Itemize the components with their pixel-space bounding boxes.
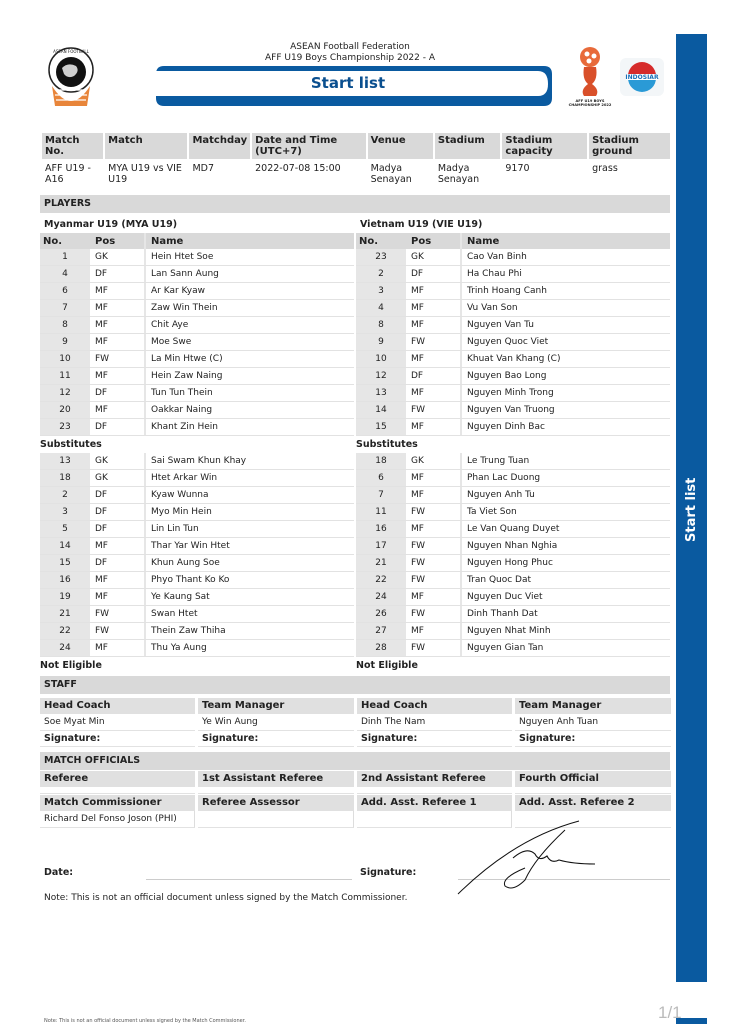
player-position: DF xyxy=(408,266,462,282)
player-position: DF xyxy=(92,419,146,435)
players-section-header: PLAYERS xyxy=(40,195,670,213)
player-name: Ta Viet Son xyxy=(467,507,517,517)
referee-assessor xyxy=(198,811,354,828)
player-position: MF xyxy=(408,623,462,639)
player-number: 23 xyxy=(40,419,90,435)
side-title: Start list xyxy=(684,477,699,543)
player-row xyxy=(40,385,354,402)
player-number: 16 xyxy=(40,572,90,588)
match-commissioner-label: Match Commissioner xyxy=(40,795,195,811)
player-row xyxy=(356,266,670,283)
header-stadium-ground: Stadium ground xyxy=(589,133,670,159)
player-number: 14 xyxy=(356,402,406,418)
staff-table xyxy=(40,698,670,747)
page-title: Start list xyxy=(310,74,386,92)
column-no: No. xyxy=(43,235,63,247)
player-number: 23 xyxy=(356,249,406,265)
player-row xyxy=(356,640,670,657)
player-list-header xyxy=(40,233,354,249)
player-name: Nguyen Nhat Minh xyxy=(467,626,551,636)
player-row xyxy=(40,606,354,623)
svg-text:ASEAN FOOTBALL: ASEAN FOOTBALL xyxy=(53,49,89,54)
player-row xyxy=(356,453,670,470)
player-number: 21 xyxy=(40,606,90,622)
player-number: 26 xyxy=(356,606,406,622)
player-position: DF xyxy=(408,368,462,384)
player-number: 2 xyxy=(356,266,406,282)
player-row xyxy=(356,538,670,555)
player-position: MF xyxy=(408,385,462,401)
player-name: Nguyen Minh Trong xyxy=(467,388,554,398)
player-number: 13 xyxy=(40,453,90,469)
away-head-coach-label: Head Coach xyxy=(357,698,512,714)
player-position: GK xyxy=(92,249,146,265)
player-number: 11 xyxy=(40,368,90,384)
player-number: 24 xyxy=(356,589,406,605)
home-team-manager: Ye Win Aung xyxy=(198,714,354,731)
player-position: DF xyxy=(92,385,146,401)
player-name: Khant Zin Hein xyxy=(151,422,218,432)
player-number: 2 xyxy=(40,487,90,503)
player-row xyxy=(356,249,670,266)
page-number: 1/1 xyxy=(658,1003,682,1022)
home-player-list xyxy=(40,233,354,674)
match-no: AFF U19 - A16 xyxy=(45,163,91,185)
faded-next-page-note: Note: This is not an official document unless signed by the Match Commissioner. xyxy=(44,1018,246,1024)
handwritten-signature xyxy=(455,818,605,898)
player-row xyxy=(40,623,354,640)
player-name: Nguyen Duc Viet xyxy=(467,592,543,602)
player-position: MF xyxy=(408,521,462,537)
u19-championship-logo-icon xyxy=(566,44,614,110)
column-pos: Pos xyxy=(92,233,146,249)
player-row xyxy=(356,402,670,419)
player-position: FW xyxy=(408,334,462,350)
player-row xyxy=(40,249,354,266)
player-number: 1 xyxy=(40,249,90,265)
player-row xyxy=(356,521,670,538)
player-position: FW xyxy=(408,504,462,520)
player-number: 15 xyxy=(356,419,406,435)
player-row xyxy=(40,334,354,351)
player-row xyxy=(356,504,670,521)
player-name: Thar Yar Win Htet xyxy=(151,541,230,551)
substitutes-label: Substitutes xyxy=(356,439,418,450)
away-team-name: Vietnam U19 (VIE U19) xyxy=(360,219,483,230)
player-row xyxy=(356,572,670,589)
player-row xyxy=(40,351,354,368)
player-row xyxy=(40,538,354,555)
home-team-manager-signature: Signature: xyxy=(198,731,354,747)
player-row xyxy=(356,470,670,487)
player-position: DF xyxy=(92,487,146,503)
player-name: Le Trung Tuan xyxy=(467,456,530,466)
match-teams: MYA U19 vs VIE U19 xyxy=(108,163,182,185)
not-eligible-label: Not Eligible xyxy=(356,660,418,671)
player-row xyxy=(40,555,354,572)
date-line xyxy=(146,879,352,880)
player-position: MF xyxy=(408,317,462,333)
player-number: 22 xyxy=(356,572,406,588)
home-head-coach-label: Head Coach xyxy=(40,698,195,714)
player-name: Ye Kaung Sat xyxy=(151,592,210,602)
player-name: Khuat Van Khang (C) xyxy=(467,354,561,364)
player-name: La Min Htwe (C) xyxy=(151,354,223,364)
player-name: Kyaw Wunna xyxy=(151,490,209,500)
player-position: DF xyxy=(92,521,146,537)
player-row xyxy=(356,589,670,606)
referee-value xyxy=(40,787,195,794)
player-number: 4 xyxy=(40,266,90,282)
second-assistant-referee-value xyxy=(357,787,512,794)
staff-section-header: STAFF xyxy=(40,676,670,694)
away-team-manager: Nguyen Anh Tuan xyxy=(515,714,671,731)
player-number: 18 xyxy=(356,453,406,469)
player-position: DF xyxy=(92,266,146,282)
aff-logo-icon xyxy=(42,44,100,112)
player-number: 22 xyxy=(40,623,90,639)
away-team-manager-label: Team Manager xyxy=(515,698,671,714)
player-name: Htet Arkar Win xyxy=(151,473,218,483)
player-number: 15 xyxy=(40,555,90,571)
player-name: Myo Min Hein xyxy=(151,507,212,517)
player-name: Nguyen Van Truong xyxy=(467,405,555,415)
player-position: FW xyxy=(92,606,146,622)
player-number: 3 xyxy=(356,283,406,299)
player-name: Nguyen Bao Long xyxy=(467,371,547,381)
home-team-name: Myanmar U19 (MYA U19) xyxy=(44,219,178,230)
federation-name: ASEAN Football Federation xyxy=(290,42,410,52)
not-eligible-label: Not Eligible xyxy=(40,660,102,671)
home-head-coach: Soe Myat Min xyxy=(40,714,195,731)
player-name: Thu Ya Aung xyxy=(151,643,207,653)
player-row xyxy=(356,283,670,300)
player-number: 6 xyxy=(40,283,90,299)
player-name: Nguyen Hong Phuc xyxy=(467,558,553,568)
player-number: 27 xyxy=(356,623,406,639)
player-number: 13 xyxy=(356,385,406,401)
player-number: 21 xyxy=(356,555,406,571)
player-number: 7 xyxy=(40,300,90,316)
player-number: 16 xyxy=(356,521,406,537)
player-position: MF xyxy=(92,283,146,299)
player-name: Sai Swam Khun Khay xyxy=(151,456,247,466)
player-name: Phan Lac Duong xyxy=(467,473,541,483)
header-stadium-capacity: Stadium capacity xyxy=(502,133,587,159)
player-position: MF xyxy=(408,300,462,316)
venue: Madya Senayan xyxy=(370,163,412,185)
player-position: GK xyxy=(92,470,146,486)
player-position: DF xyxy=(92,555,146,571)
player-position: GK xyxy=(408,249,462,265)
add-asst-referee-2-label: Add. Asst. Referee 2 xyxy=(515,795,671,811)
player-row xyxy=(40,300,354,317)
player-row xyxy=(40,487,354,504)
stadium: Madya Senayan xyxy=(437,163,480,185)
svg-text:CHAMPIONSHIP 2022: CHAMPIONSHIP 2022 xyxy=(568,103,612,107)
first-assistant-referee-label: 1st Assistant Referee xyxy=(198,771,354,787)
player-name: Chit Aye xyxy=(151,320,189,330)
add-asst-referee-1-label: Add. Asst. Referee 1 xyxy=(357,795,512,811)
player-name: Lan Sann Aung xyxy=(151,269,219,279)
player-row xyxy=(40,317,354,334)
player-position: MF xyxy=(92,300,146,316)
player-row xyxy=(356,351,670,368)
player-row xyxy=(356,606,670,623)
fourth-official-value xyxy=(515,787,671,794)
player-row xyxy=(40,470,354,487)
column-name: Name xyxy=(151,235,184,247)
player-number: 18 xyxy=(40,470,90,486)
player-position: MF xyxy=(408,351,462,367)
player-name: Lin Lin Tun xyxy=(151,524,199,534)
player-position: MF xyxy=(408,283,462,299)
player-row xyxy=(40,453,354,470)
stadium-ground: grass xyxy=(592,163,618,174)
player-position: MF xyxy=(408,470,462,486)
match-commissioner: Richard Del Fonso Joson (PHI) xyxy=(40,811,195,828)
player-position: MF xyxy=(92,368,146,384)
player-name: Nguyen Anh Tu xyxy=(467,490,535,500)
disclaimer-note: Note: This is not an official document unless signed by the Match Commissioner. xyxy=(44,893,408,903)
player-position: FW xyxy=(408,640,462,656)
away-player-list xyxy=(356,233,670,674)
player-row xyxy=(40,266,354,283)
player-number: 7 xyxy=(356,487,406,503)
header-venue: Venue xyxy=(368,133,433,159)
player-name: Hein Zaw Naing xyxy=(151,371,223,381)
svg-text:AFF U19 BOYS: AFF U19 BOYS xyxy=(575,99,605,103)
player-row xyxy=(40,640,354,657)
player-row xyxy=(356,419,670,436)
player-number: 8 xyxy=(356,317,406,333)
player-name: Moe Swe xyxy=(151,337,192,347)
player-name: Khun Aung Soe xyxy=(151,558,220,568)
player-name: Nguyen Van Tu xyxy=(467,320,534,330)
player-row xyxy=(356,487,670,504)
player-name: Zaw Win Thein xyxy=(151,303,218,313)
away-head-coach: Dinh The Nam xyxy=(357,714,512,731)
referee-assessor-label: Referee Assessor xyxy=(198,795,354,811)
away-team-manager-signature: Signature: xyxy=(515,731,671,747)
player-row xyxy=(356,368,670,385)
player-name: Thein Zaw Thiha xyxy=(151,626,226,636)
player-number: 11 xyxy=(356,504,406,520)
match-info-header-row xyxy=(42,133,670,159)
player-name: Tran Quoc Dat xyxy=(467,575,532,585)
player-position: FW xyxy=(408,402,462,418)
player-position: FW xyxy=(408,572,462,588)
player-number: 9 xyxy=(40,334,90,350)
header-matchday: Matchday xyxy=(189,133,250,159)
header-match-no: Match No. xyxy=(42,133,103,159)
player-row xyxy=(40,368,354,385)
matchday: MD7 xyxy=(192,163,215,174)
player-name: Swan Htet xyxy=(151,609,198,619)
player-name: Phyo Thant Ko Ko xyxy=(151,575,230,585)
player-row xyxy=(40,572,354,589)
player-number: 10 xyxy=(356,351,406,367)
substitutes-label: Substitutes xyxy=(40,439,102,450)
player-number: 3 xyxy=(40,504,90,520)
player-number: 20 xyxy=(40,402,90,418)
player-position: GK xyxy=(408,453,462,469)
player-name: Cao Van Binh xyxy=(467,252,527,262)
player-row xyxy=(356,385,670,402)
player-position: FW xyxy=(92,623,146,639)
player-name: Dinh Thanh Dat xyxy=(467,609,538,619)
player-row xyxy=(40,521,354,538)
date-label: Date: xyxy=(44,867,74,878)
player-list-header xyxy=(356,233,670,249)
fourth-official-label: Fourth Official xyxy=(515,771,671,787)
player-name: Nguyen Dinh Bac xyxy=(467,422,545,432)
player-row xyxy=(356,623,670,640)
indosiar-logo-icon xyxy=(620,58,664,96)
player-row xyxy=(356,334,670,351)
date-time: 2022-07-08 15:00 xyxy=(255,163,341,174)
player-position: MF xyxy=(92,538,146,554)
column-pos: Pos xyxy=(408,233,462,249)
player-position: MF xyxy=(92,317,146,333)
player-name: Vu Van Son xyxy=(467,303,518,313)
header-match: Match xyxy=(105,133,187,159)
player-row xyxy=(356,300,670,317)
away-head-coach-signature: Signature: xyxy=(357,731,512,747)
player-position: GK xyxy=(92,453,146,469)
column-no: No. xyxy=(359,235,379,247)
player-position: FW xyxy=(92,351,146,367)
player-name: Ha Chau Phi xyxy=(467,269,522,279)
player-position: MF xyxy=(408,419,462,435)
player-number: 5 xyxy=(40,521,90,537)
player-name: Trinh Hoang Canh xyxy=(467,286,547,296)
home-head-coach-signature: Signature: xyxy=(40,731,195,747)
player-position: MF xyxy=(408,589,462,605)
player-number: 12 xyxy=(40,385,90,401)
match-info-value-row xyxy=(42,160,670,188)
player-row xyxy=(356,317,670,334)
stadium-capacity: 9170 xyxy=(505,163,530,174)
player-number: 10 xyxy=(40,351,90,367)
competition-name: AFF U19 Boys Championship 2022 - A xyxy=(264,52,436,63)
player-name: Nguyen Nhan Nghia xyxy=(467,541,558,551)
player-row xyxy=(356,555,670,572)
player-position: MF xyxy=(92,572,146,588)
player-name: Nguyen Gian Tan xyxy=(467,643,544,653)
player-name: Hein Htet Soe xyxy=(151,252,214,262)
document-header xyxy=(220,42,480,63)
first-assistant-referee-value xyxy=(198,787,354,794)
player-name: Oakkar Naing xyxy=(151,405,213,415)
svg-text:INDOSIAR: INDOSIAR xyxy=(625,74,659,81)
player-position: FW xyxy=(408,555,462,571)
player-position: DF xyxy=(92,504,146,520)
header-date-time: Date and Time (UTC+7) xyxy=(252,133,366,159)
player-position: FW xyxy=(408,538,462,554)
column-name: Name xyxy=(467,235,500,247)
commissioner-signature-label: Signature: xyxy=(360,867,417,878)
player-row xyxy=(40,283,354,300)
player-row xyxy=(40,402,354,419)
header-stadium: Stadium xyxy=(435,133,500,159)
match-info-table xyxy=(40,132,672,189)
second-assistant-referee-label: 2nd Assistant Referee xyxy=(357,771,512,787)
player-number: 9 xyxy=(356,334,406,350)
home-team-manager-label: Team Manager xyxy=(198,698,354,714)
player-number: 14 xyxy=(40,538,90,554)
player-number: 24 xyxy=(40,640,90,656)
player-number: 12 xyxy=(356,368,406,384)
player-position: MF xyxy=(92,402,146,418)
player-position: FW xyxy=(408,606,462,622)
referee-label: Referee xyxy=(40,771,195,787)
player-name: Nguyen Quoc Viet xyxy=(467,337,549,347)
player-name: Ar Kar Kyaw xyxy=(151,286,205,296)
player-row xyxy=(40,589,354,606)
player-number: 6 xyxy=(356,470,406,486)
player-position: MF xyxy=(92,640,146,656)
player-number: 8 xyxy=(40,317,90,333)
player-number: 4 xyxy=(356,300,406,316)
player-row xyxy=(40,504,354,521)
player-name: Tun Tun Thein xyxy=(151,388,213,398)
player-row xyxy=(40,419,354,436)
player-position: MF xyxy=(92,589,146,605)
player-position: MF xyxy=(92,334,146,350)
player-position: MF xyxy=(408,487,462,503)
officials-section-header: MATCH OFFICIALS xyxy=(40,752,670,770)
player-name: Le Van Quang Duyet xyxy=(467,524,560,534)
player-number: 19 xyxy=(40,589,90,605)
player-number: 17 xyxy=(356,538,406,554)
player-number: 28 xyxy=(356,640,406,656)
